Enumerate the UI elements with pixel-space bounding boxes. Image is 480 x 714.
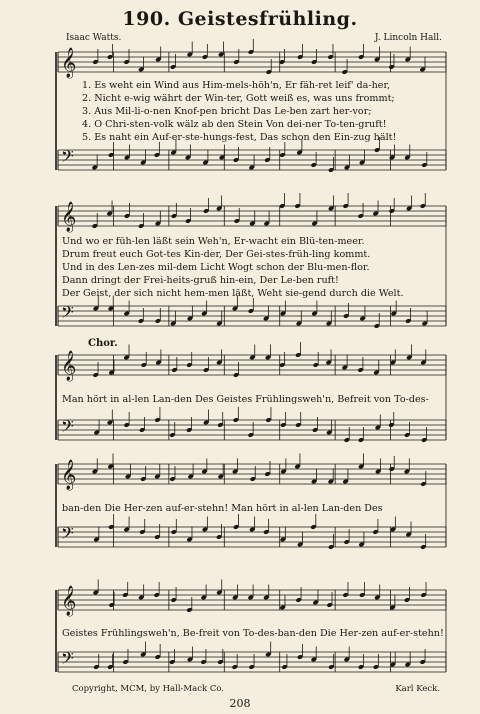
verse-line-5: 5. Es naht ein Auf-er-ste-hungs-fest, Das schon den Ein-zug hält! [82, 132, 397, 143]
chorus-label: Chor. [88, 338, 118, 349]
bass-clef: 𝄢 [61, 648, 74, 672]
verse-line-3: 3. Aus Mil-li-o-nen Knof-pen bricht Das Le-ben zart her-vor; [82, 106, 372, 117]
treble-clef: 𝄞 [61, 351, 77, 381]
verse-line-2: 2. Nicht e-wig währt der Win-ter, Gott weiß es, was uns frommt; [82, 93, 395, 104]
clefs [61, 47, 76, 672]
hymn-number: 190. [122, 8, 171, 30]
lyricist-credit: Isaac Watts. [66, 33, 122, 43]
treble-clef: 𝄞 [61, 48, 77, 78]
chorus-lyric-3: Geistes Frühlingsweh'n, Be-freit von To-des-ban-den Die Her-zen auf-er-stehn! [62, 628, 444, 639]
bass-clef: 𝄢 [61, 302, 74, 326]
verse-line-1: Und wo er füh-len läßt sein Weh'n, Er-wacht ein Blü-ten-meer. [62, 236, 365, 247]
copyright-note: Copyright, MCM, by Hall-Mack Co. [72, 684, 224, 694]
page-number: 208 [229, 697, 251, 710]
treble-clef: 𝄞 [61, 586, 77, 616]
verse-line-5: Der Geist, der sich nicht hem-men läßt, Weht sie-gend durch die Welt. [62, 288, 404, 299]
staff-lines [56, 52, 446, 672]
verse-line-4: Dann dringt der Frei-heits-gruß hin-ein, Der Le-ben ruft! [62, 275, 339, 286]
chorus-lyric-2: ban-den Die Her-zen auf-er-stehn! Man hört in al-len Lan-den Des [62, 503, 383, 514]
verse-line-2: Drum freut euch Got-tes Kin-der, Der Gei-stes-früh-ling kommt. [62, 249, 371, 260]
verse-line-1: 1. Es weht ein Wind aus Him-mels-höh'n, Er fäh-ret leif' da-her, [82, 80, 391, 91]
treble-clef: 𝄞 [61, 202, 77, 232]
treble-clef: 𝄞 [61, 460, 77, 490]
hymn-name: Geistesfrühling. [177, 8, 358, 30]
verse-line-4: 4. O Chri-sten-volk wälz ab den Stein Von dei-ner To-ten-gruft! [82, 119, 387, 130]
verse-line-3: Und in des Len-zes mil-dem Licht Wogt schon der Blu-men-flor. [62, 262, 370, 273]
chorus-lyric-1: Man hört in al-len Lan-den Des Geistes Frühlingsweh'n, Befreit von To-des- [62, 394, 429, 405]
bass-clef: 𝄢 [61, 146, 74, 170]
composer-credit: J. Lincoln Hall. [374, 33, 442, 43]
translator-credit: Karl Keck. [395, 684, 440, 694]
bass-clef: 𝄢 [61, 523, 74, 547]
bass-clef: 𝄢 [61, 416, 74, 440]
